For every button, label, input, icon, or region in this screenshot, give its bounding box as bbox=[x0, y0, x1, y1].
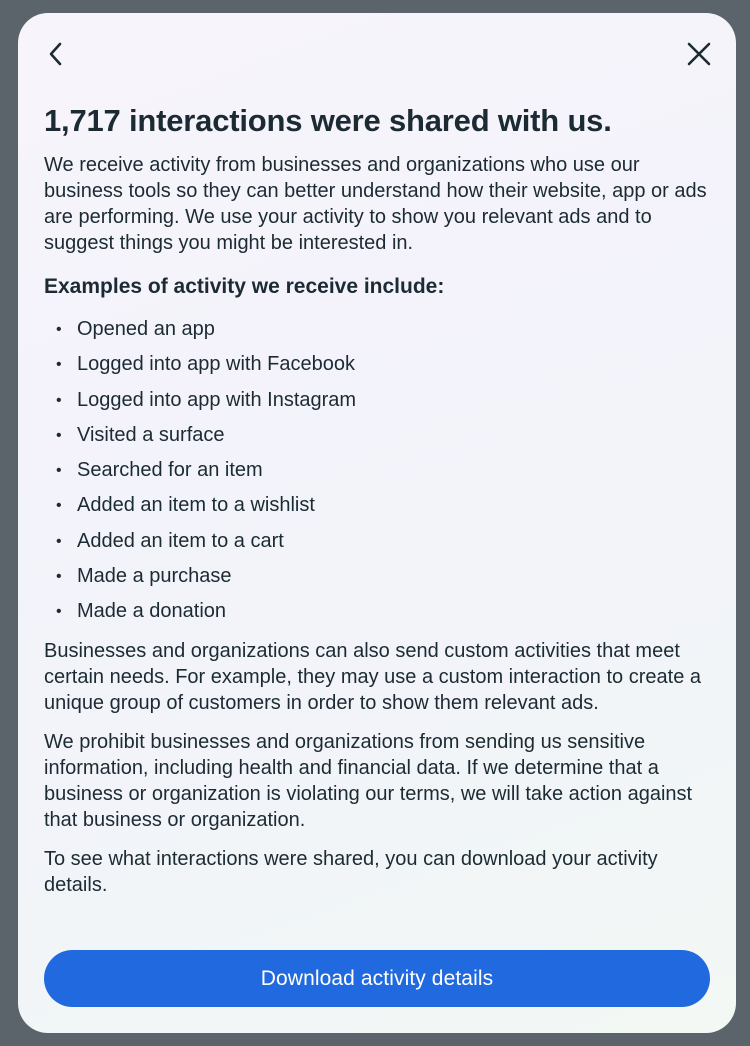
intro-paragraph: We receive activity from businesses and organizations who use our business tools so they can better understand how their website, app or ads are performing. We use your activity to show you relevant ads and to suggest things you might be interested in. bbox=[44, 154, 707, 254]
bullet-icon: • bbox=[56, 321, 62, 338]
bullet-icon: • bbox=[56, 497, 62, 515]
dialog-title: 1,717 interactions were shared with us. bbox=[44, 103, 612, 138]
download-activity-details-button[interactable]: Download activity details bbox=[44, 950, 710, 1007]
close-icon bbox=[686, 41, 712, 67]
bullet-icon: • bbox=[56, 603, 62, 621]
dialog-content bbox=[44, 101, 714, 898]
bullet-icon: • bbox=[56, 426, 62, 444]
bullet-icon: • bbox=[56, 391, 62, 409]
bullet-icon: • bbox=[56, 356, 62, 374]
list-item: • Opened an app bbox=[44, 312, 714, 347]
close-button[interactable] bbox=[679, 34, 719, 74]
bullet-icon: • bbox=[56, 568, 62, 586]
list-item: • Added an item to a wishlist bbox=[44, 488, 714, 523]
list-item: • Made a donation bbox=[44, 594, 714, 629]
activity-info-dialog bbox=[18, 13, 736, 1033]
list-item: • Searched for an item bbox=[44, 453, 714, 488]
list-item: • Made a purchase bbox=[44, 559, 714, 594]
list-item: • Added an item to a cart bbox=[44, 524, 714, 559]
bullet-icon: • bbox=[56, 532, 62, 550]
bullet-icon: • bbox=[56, 462, 62, 480]
list-item: • Logged into app with Instagram bbox=[44, 383, 714, 418]
examples-heading: Examples of activity we receive include: bbox=[44, 275, 445, 298]
download-note-paragraph: To see what interactions were shared, you can download your activity details. bbox=[44, 847, 658, 896]
custom-activities-paragraph: Businesses and organizations can also send custom activities that meet certain needs. For example, they may use a custom interaction to create a unique group of customers in order to show them relevant ads. bbox=[44, 639, 701, 714]
chevron-left-icon bbox=[45, 41, 67, 67]
back-button[interactable] bbox=[36, 34, 76, 74]
list-item: • Visited a surface bbox=[44, 418, 714, 453]
examples-list bbox=[44, 312, 714, 630]
prohibit-paragraph: We prohibit businesses and organizations from sending us sensitive information, including health and financial data. If we determine that a business or organization is violating our terms, we will take action against that business or organization. bbox=[44, 730, 693, 831]
list-item: • Logged into app with Facebook bbox=[44, 347, 714, 382]
